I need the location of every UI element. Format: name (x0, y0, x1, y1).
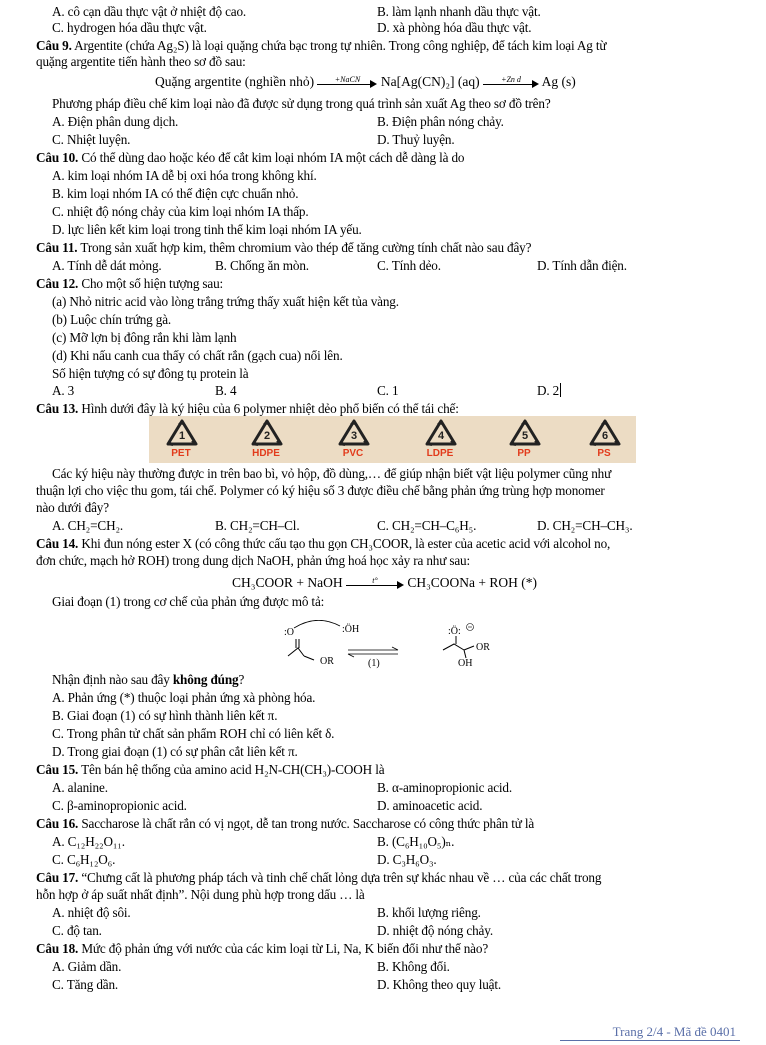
recycle-symbol-1 (151, 416, 211, 463)
recycle-code-ps: PS (597, 448, 611, 459)
recycle-code-pvc: PVC (342, 448, 364, 459)
q14-equation: CH₃COOR + NaOH t° CH₃COONa + ROH (*) (232, 575, 538, 590)
q12-ask: Số hiện tượng có sự đông tụ protein là (52, 366, 249, 381)
q15-option-b: B. α-aminopropionic acid. (377, 780, 513, 795)
footer-rule (560, 1040, 740, 1041)
q14-option-b: B. Giai đoạn (1) có sự hình thành liên kết π. (52, 708, 278, 723)
q18-number: Câu 18. (36, 941, 79, 956)
q12-number: Câu 12. (36, 276, 79, 291)
svg-text:6: 6 (601, 430, 609, 442)
q14-ask: Nhận định nào sau đây không đúng? (52, 672, 245, 687)
recycle-triangle-icon (588, 418, 622, 448)
q18-option-a: A. Giảm dần. (52, 959, 122, 974)
q14-number: Câu 14. (36, 536, 79, 551)
recycle-triangle-icon (508, 418, 542, 448)
svg-text:2: 2 (263, 430, 271, 442)
q15-stem: Câu 15. Tên bán hệ thống của amino acid H₂N-CH(CH₃)-COOH là (36, 762, 385, 777)
q10-option-d: D. lực liên kết kim loại trong tinh thể kim loại nhóm IA yếu. (52, 222, 362, 237)
q9-option-b: B. Điện phân nóng chảy. (377, 114, 504, 129)
recycle-triangle-icon (337, 418, 371, 448)
mech-carbonyl-o: :O (284, 627, 294, 638)
q12-item-c: (c) Mỡ lợn bị đông rắn khi làm lạnh (52, 330, 237, 345)
text-cursor (560, 383, 561, 397)
mech-step-label: (1) (368, 658, 380, 669)
q17-number: Câu 17. (36, 870, 79, 885)
q18-option-d: D. Không theo quy luật. (377, 977, 502, 992)
q16-option-d: D. C₃H₆O₃. (377, 852, 437, 867)
q9-option-d: D. Thuỷ luyện. (377, 132, 455, 147)
q11-option-b: B. Chống ăn mòn. (215, 258, 309, 273)
mech-hydroxide: :ÖH (342, 624, 360, 635)
mech-or-left: OR (320, 656, 334, 667)
recycle-triangle-icon (165, 418, 199, 448)
q9-scheme-right: Ag (s) (541, 74, 576, 89)
q14-stem-line2: đơn chức, mạch hở ROH) trong dung dịch NaOH, phản ứng hoá học xảy ra như sau: (36, 553, 471, 568)
recycle-code-ldpe: LDPE (426, 448, 454, 459)
q17-option-c: C. độ tan. (52, 923, 102, 938)
q9-question: Phương pháp điều chế kim loại nào đã được sử dụng trong quá trình sản xuất Ag theo sơ đồ trên? (52, 96, 551, 111)
q8-option-b: B. làm lạnh nhanh dầu thực vật. (377, 4, 541, 19)
q9-option-a: A. Điện phân dung dịch. (52, 114, 179, 129)
q17-stem-line2: hỗn hợp ở áp suất nhất định”. Nội dung phù hợp trong dấu … là (36, 887, 365, 902)
q10-option-c: C. nhiệt độ nóng chảy của kim loại nhóm IA thấp. (52, 204, 309, 219)
q13-option-c: C. CH₂=CH–C₆H₅. (377, 518, 477, 533)
q17-option-d: D. nhiệt độ nóng chảy. (377, 923, 493, 938)
recycle-symbol-2 (236, 416, 296, 463)
q12-stem: Câu 12. Cho một số hiện tượng sau: (36, 276, 224, 291)
q17-option-b: B. khối lượng riêng. (377, 905, 481, 920)
q16-option-a: A. C₁₂H₂₂O₁₁. (52, 834, 125, 849)
q10-option-b: B. kim loại nhóm IA có thế điện cực chuẩn nhỏ. (52, 186, 299, 201)
q17-option-a: A. nhiệt độ sôi. (52, 905, 131, 920)
q9-arrow2: +Zn d (483, 77, 539, 89)
recycle-code-pet: PET (171, 448, 191, 459)
q9-option-c: C. Nhiệt luyện. (52, 132, 131, 147)
q14-option-c: C. Trong phân tử chất sản phẩm ROH chỉ có liên kết δ. (52, 726, 335, 741)
recycle-code-pp: PP (517, 448, 531, 459)
q13-option-d: D. CH₂=CH–CH₃. (537, 518, 633, 533)
q14-eq-arrow: t° (346, 578, 404, 590)
q9-scheme (155, 74, 576, 90)
q10-stem: Câu 10. Có thể dùng dao hoặc kéo để cắt kim loại nhóm IA một cách dễ dàng là do (36, 150, 465, 165)
q16-number: Câu 16. (36, 816, 79, 831)
q16-stem: Câu 16. Saccharose là chất rắn có vị ngọt, dễ tan trong nước. Saccharose có công thức phân tử là (36, 816, 535, 831)
q15-option-a: A. alanine. (52, 780, 108, 795)
q8-option-d: D. xà phòng hóa dầu thực vật. (377, 20, 532, 35)
q10-number: Câu 10. (36, 150, 79, 165)
q12-option-b: B. 4 (215, 383, 237, 398)
q9-arrow1: +NaCN (317, 77, 377, 89)
svg-text:3: 3 (350, 430, 358, 442)
page-footer: Trang 2/4 - Mã đề 0401 (612, 1024, 736, 1039)
recycle-symbol-3 (323, 416, 383, 463)
q13-para-line3: nào dưới đây? (36, 500, 109, 515)
q9-text1: Argentite (chứa Ag₂S) là loại quặng chứa bạc trong tự nhiên. Trong công nghiệp, để tách kim loại Ag từ (71, 38, 607, 53)
q13-option-a: A. CH₂=CH₂. (52, 518, 124, 533)
q12-option-d: D. 2 (537, 383, 560, 398)
q9-scheme-mid: Na[Ag(CN)₂] (aq) (380, 74, 480, 89)
q11-number: Câu 11. (36, 240, 78, 255)
q14-stem-line1: Câu 14. Khi đun nóng ester X (có công thức cấu tạo thu gọn CH₃COOR, là ester của acetic acid với alcohol no, (36, 536, 611, 551)
q11-option-d: D. Tính dẫn điện. (537, 258, 627, 273)
q11-option-a: A. Tính dễ dát mỏng. (52, 258, 162, 273)
q18-stem: Câu 18. Mức độ phản ứng với nước của các kim loại từ Li, Na, K biến đổi như thế nào? (36, 941, 489, 956)
q8-option-a: A. cô cạn dầu thực vật ở nhiệt độ cao. (52, 4, 247, 19)
recycle-triangle-icon (424, 418, 458, 448)
q9-stem-line1 (36, 38, 746, 54)
recycle-symbol-4 (410, 416, 470, 463)
q13-para-line1: Các ký hiệu này thường được in trên bao bì, vỏ hộp, đồ dùng,… để giúp nhận biết vật liệu polymer cũng như (52, 466, 612, 481)
q13-para-line2: thuận lợi cho việc thu gom, tái chế. Polymer có ký hiệu số 3 được điều chế bằng phản ứng trùng hợp monomer (36, 483, 605, 498)
q8-option-c: C. hydrogen hóa dầu thực vật. (52, 20, 207, 35)
q13-stem: Câu 13. Hình dưới đây là ký hiệu của 6 polymer nhiệt dẻo phổ biến có thể tái chế: (36, 401, 459, 416)
q13-number: Câu 13. (36, 401, 79, 416)
q14-stage-text: Giai đoạn (1) trong cơ chế của phản ứng được mô tả: (52, 594, 325, 609)
recycle-code-hdpe: HDPE (252, 448, 280, 459)
q14-mechanism-diagram (280, 620, 540, 670)
q12-option-c: C. 1 (377, 383, 399, 398)
q12-item-d: (d) Khi nấu canh cua thấy có chất rắn (gạch cua) nổi lên. (52, 348, 343, 363)
q15-option-c: C. β-aminopropionic acid. (52, 798, 187, 813)
q11-stem: Câu 11. Trong sản xuất hợp kim, thêm chromium vào thép để tăng cường tính chất nào sau đây? (36, 240, 532, 255)
recycle-triangle-icon (250, 418, 284, 448)
q18-option-c: C. Tăng dần. (52, 977, 119, 992)
q12-item-a: (a) Nhỏ nitric acid vào lòng trắng trứng thấy xuất hiện kết tủa vàng. (52, 294, 399, 309)
q10-option-a: A. kim loại nhóm IA dễ bị oxi hóa trong không khí. (52, 168, 317, 183)
q18-option-b: B. Không đổi. (377, 959, 450, 974)
svg-text:1: 1 (178, 430, 186, 442)
q14-option-d: D. Trong giai đoạn (1) có sự phân cắt liên kết π. (52, 744, 298, 759)
q9-number: Câu 9. (36, 38, 72, 53)
q12-item-b: (b) Luộc chín trứng gà. (52, 312, 172, 327)
q9-scheme-left: Quặng argentite (nghiền nhỏ) (155, 74, 315, 89)
q11-option-c: C. Tính dẻo. (377, 258, 441, 273)
recycle-symbol-6 (574, 416, 634, 463)
mech-oh-right: OH (458, 658, 473, 669)
recycle-symbol-5 (494, 416, 554, 463)
q12-option-a: A. 3 (52, 383, 75, 398)
q15-option-d: D. aminoacetic acid. (377, 798, 483, 813)
q14-option-a: A. Phản ứng (*) thuộc loại phản ứng xà phòng hóa. (52, 690, 316, 705)
q16-option-c: C. C₆H₁₂O₆. (52, 852, 116, 867)
mech-or-right: OR (476, 642, 490, 653)
q9-stem-line2: quặng argentite tiến hành theo sơ đồ sau: (36, 54, 246, 69)
q13-option-b: B. CH₂=CH–Cl. (215, 518, 300, 533)
q15-number: Câu 15. (36, 762, 79, 777)
svg-text:5: 5 (521, 430, 529, 442)
recycling-symbols-strip (149, 416, 636, 463)
svg-text:4: 4 (437, 430, 445, 442)
mech-alkoxide-o: :Ö: (448, 626, 461, 637)
q16-option-b: B. (C₆H₁₀O₅)ₙ. (377, 834, 455, 849)
q17-stem-line1: Câu 17. “Chưng cất là phương pháp tách và tinh chế chất lỏng dựa trên sự khác nhau về … của các chất trong (36, 870, 602, 885)
